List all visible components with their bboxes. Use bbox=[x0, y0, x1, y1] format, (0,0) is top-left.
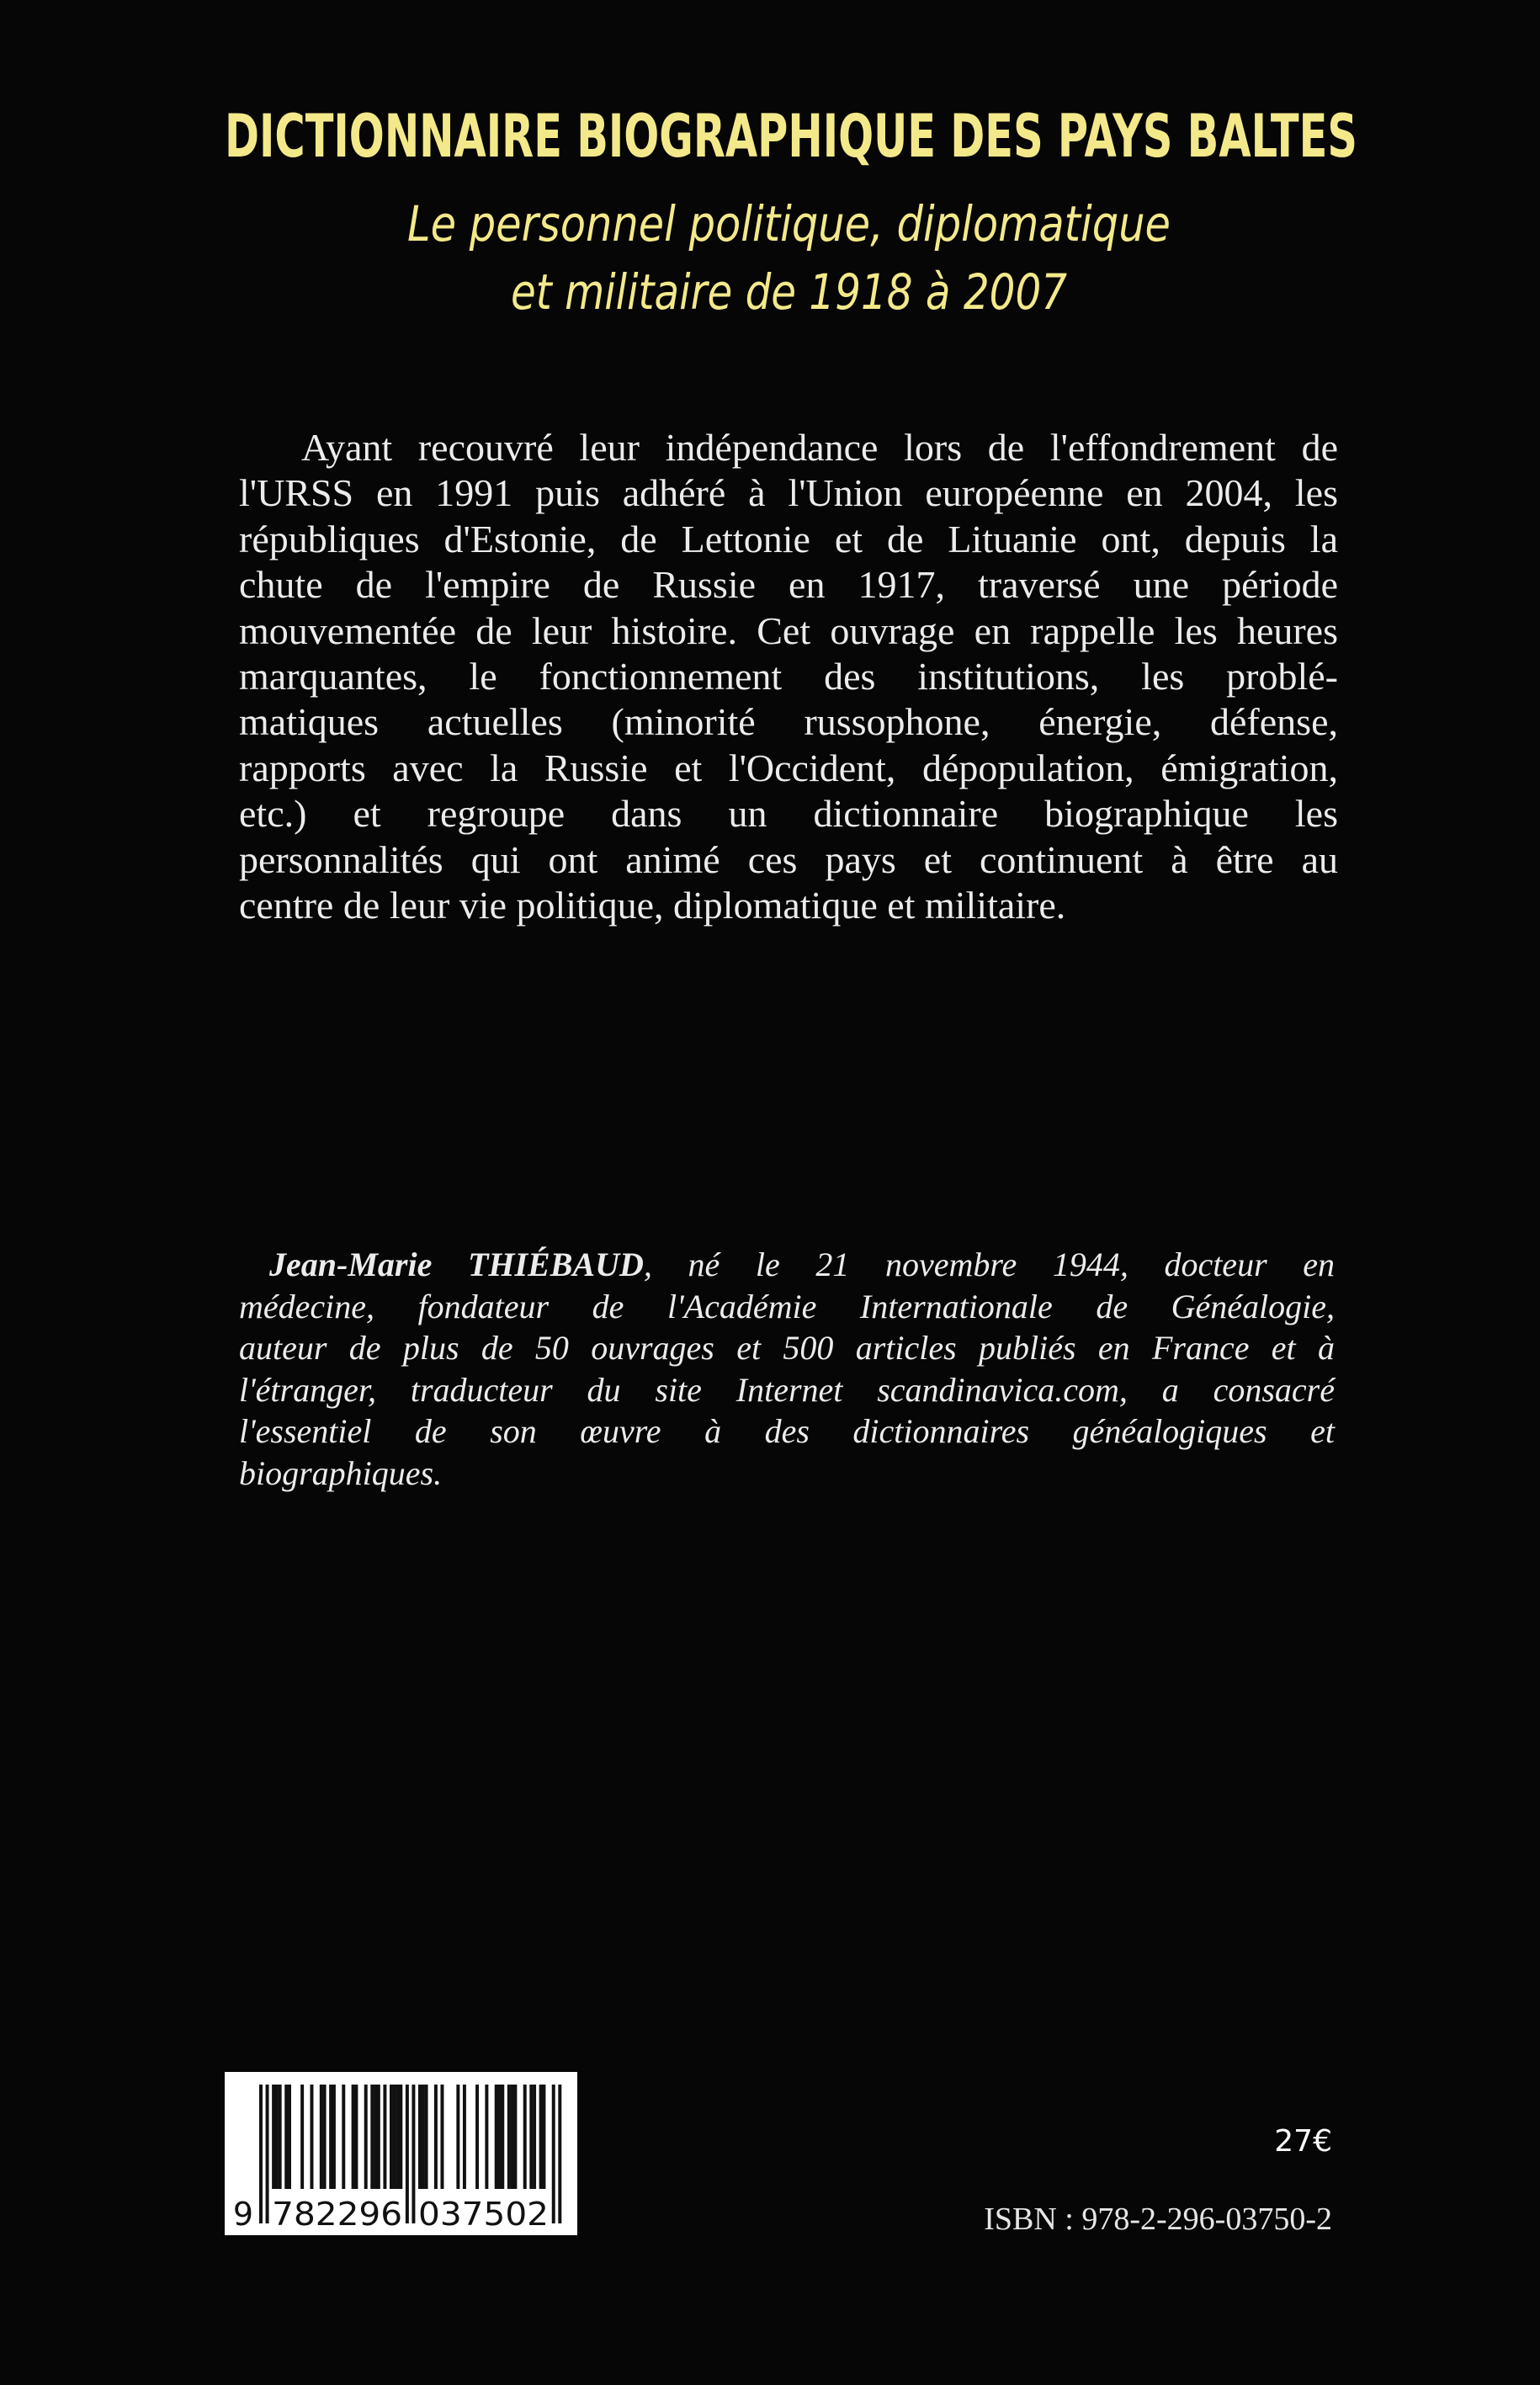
barcode-bar bbox=[501, 2085, 504, 2189]
author-name: Jean-Marie THIÉBAUD bbox=[269, 1246, 644, 1283]
description-line: marquantes, le fonctionnement des institutions, les problé- bbox=[239, 654, 1338, 698]
author-bio-line: médecine, fondateur de l'Académie Internationale de Généalogie, bbox=[239, 1287, 1335, 1325]
barcode-bar bbox=[507, 2085, 511, 2189]
barcode-bar bbox=[513, 2085, 517, 2189]
isbn-number: ISBN : 978-2-296-03750-2 bbox=[984, 2202, 1332, 2237]
author-bio-line: biographiques. bbox=[239, 1453, 443, 1492]
subtitle-text: Le personnel politique, diplomatique bbox=[407, 195, 1171, 252]
author-bio-text: , né le 21 novembre 1944, docteur en bbox=[643, 1246, 1336, 1283]
book-subtitle-line-2 bbox=[511, 263, 1067, 321]
barcode-bar bbox=[396, 2085, 400, 2189]
barcode-bar bbox=[383, 2085, 386, 2189]
barcode-bar bbox=[300, 2085, 304, 2189]
barcode-bar bbox=[542, 2085, 545, 2189]
barcode-bar bbox=[558, 2085, 561, 2223]
description-line: rapports avec la Russie et l'Occident, dépopulation, émigration, bbox=[239, 746, 1338, 789]
barcode-bar bbox=[463, 2085, 466, 2189]
barcode-bar bbox=[393, 2085, 396, 2189]
barcode-bar bbox=[259, 2085, 263, 2223]
barcode-digits: 9 bbox=[232, 2196, 254, 2233]
barcode-bar bbox=[329, 2085, 332, 2189]
barcode-bar bbox=[272, 2085, 275, 2189]
barcode-bar bbox=[523, 2085, 527, 2189]
description-line: Ayant recouvré leur indépendance lors de l'effondrement de bbox=[301, 426, 1338, 469]
barcode-bar bbox=[310, 2085, 313, 2189]
barcode-bar bbox=[539, 2085, 543, 2189]
barcode-bar bbox=[284, 2085, 288, 2189]
barcode-bar bbox=[552, 2085, 555, 2223]
author-bio-line: l'essentiel de son œuvre à des dictionnaires généalogiques et bbox=[239, 1412, 1335, 1450]
barcode-bar bbox=[377, 2085, 380, 2189]
barcode-bar bbox=[266, 2085, 269, 2223]
book-title-text: DICTIONNAIRE BIOGRAPHIQUE DES PAYS BALTES bbox=[225, 102, 1357, 171]
barcode-bar bbox=[288, 2085, 291, 2189]
barcode-digits: 782296 bbox=[272, 2196, 403, 2233]
barcode-digits: 037502 bbox=[418, 2196, 549, 2233]
barcode-bar bbox=[370, 2085, 374, 2189]
barcode-bar bbox=[422, 2085, 425, 2189]
description-line: républiques d'Estonie, de Lettonie et de Lituanie ont, depuis la bbox=[239, 517, 1338, 560]
book-title bbox=[225, 103, 1357, 170]
barcode-bar bbox=[332, 2085, 336, 2189]
isbn-barcode bbox=[225, 2072, 577, 2235]
barcode-bar bbox=[354, 2085, 358, 2189]
barcode-bar bbox=[440, 2085, 443, 2189]
author-bio-line: l'étranger, traducteur du site Internet scandinavica.com, a consacré bbox=[239, 1370, 1335, 1409]
author-bio-line bbox=[239, 1244, 1335, 1286]
barcode-bar bbox=[456, 2085, 459, 2189]
barcode-bar bbox=[374, 2085, 377, 2189]
barcode-bar bbox=[529, 2085, 533, 2189]
barcode-bar bbox=[320, 2085, 323, 2189]
barcode-bar bbox=[511, 2085, 514, 2189]
barcode-bar bbox=[412, 2085, 415, 2223]
barcode-bar bbox=[418, 2085, 422, 2189]
barcode-bar bbox=[425, 2085, 428, 2189]
barcode-bars bbox=[225, 2072, 577, 2235]
author-bio-line: auteur de plus de 50 ouvrages et 500 articles publiés en France et à bbox=[239, 1329, 1335, 1367]
description-line: centre de leur vie politique, diplomatique et militaire. bbox=[239, 883, 1066, 927]
description-line: chute de l'empire de Russie en 1917, traversé une période bbox=[239, 563, 1338, 607]
barcode-bar bbox=[485, 2085, 488, 2189]
description-line: etc.) et regroupe dans un dictionnaire biographique les bbox=[239, 792, 1338, 836]
description-line: l'URSS en 1991 puis adhéré à l'Union européenne en 2004, les bbox=[239, 471, 1338, 515]
barcode-bar bbox=[399, 2085, 402, 2189]
description-line: mouvementée de leur histoire. Cet ouvrage en rappelle les heures bbox=[239, 608, 1338, 652]
description-line: matiques actuelles (minorité russophone, énergie, défense, bbox=[239, 700, 1338, 744]
barcode-bar bbox=[364, 2085, 368, 2189]
barcode-bar bbox=[498, 2085, 502, 2189]
description-paragraph bbox=[239, 425, 1338, 928]
subtitle-text: et militaire de 1918 à 2007 bbox=[511, 263, 1067, 321]
barcode-bar bbox=[495, 2085, 498, 2189]
barcode-bar bbox=[475, 2085, 479, 2189]
author-bio bbox=[239, 1244, 1335, 1494]
barcode-bar bbox=[434, 2085, 438, 2189]
book-subtitle-line-1 bbox=[407, 194, 1171, 253]
barcode-bar bbox=[390, 2085, 393, 2189]
description-line: personnalités qui ont animé ces pays et continuent à être au bbox=[239, 837, 1338, 881]
barcode-bar bbox=[352, 2085, 355, 2189]
barcode-bar bbox=[279, 2085, 282, 2189]
barcode-bar bbox=[533, 2085, 536, 2189]
barcode-bar bbox=[342, 2085, 345, 2189]
barcode-bar bbox=[323, 2085, 327, 2189]
price: 27€ bbox=[1274, 2124, 1332, 2159]
barcode-bar bbox=[406, 2085, 409, 2223]
barcode-bar bbox=[275, 2085, 279, 2189]
